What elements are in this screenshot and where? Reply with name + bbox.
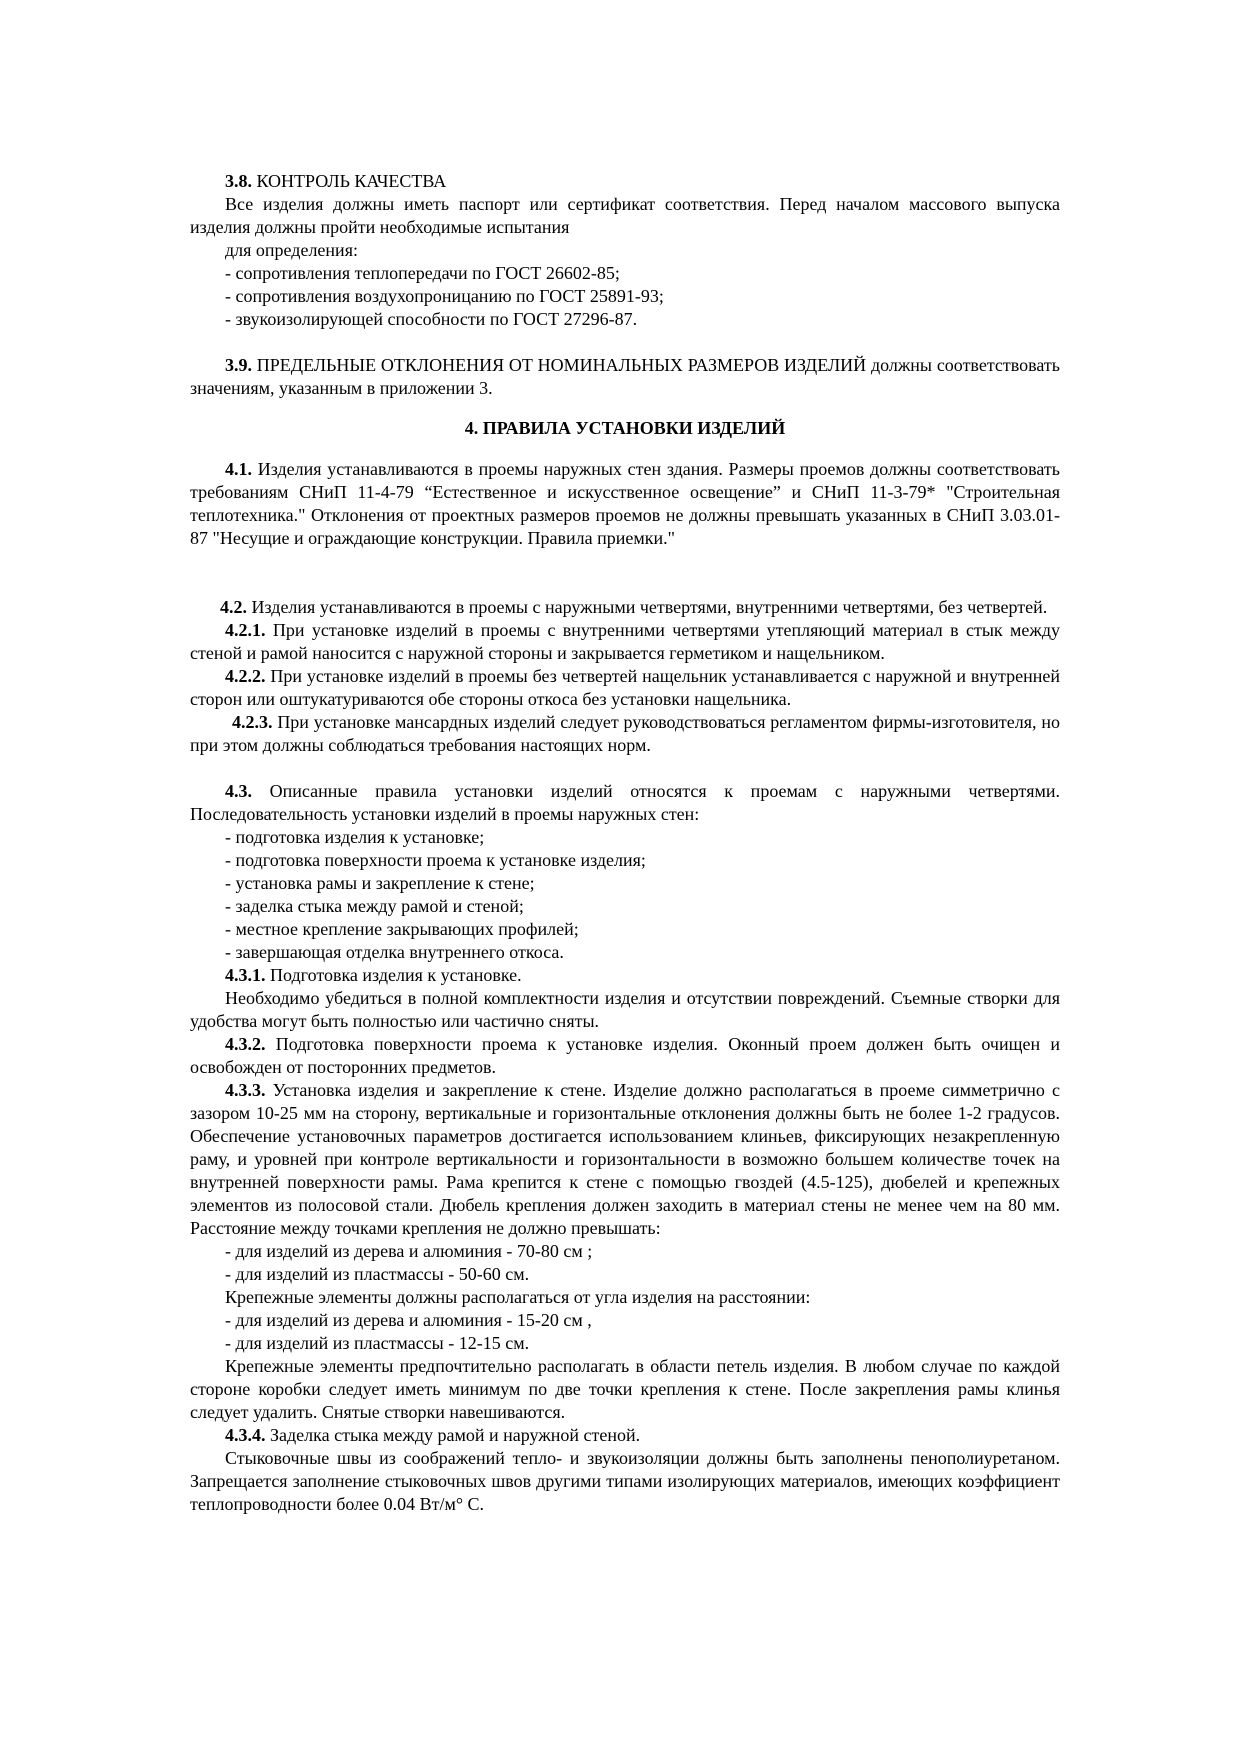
section-number: 4.1. — [225, 459, 252, 479]
section-text: Установка изделия и закрепление к стене. Изделие должно располагаться в проеме симметрично с зазором 10-25 мм на сторону, вертикальные и горизонтальные отклонения должны быть не более 1-2 градусов. Обеспечение установочных параметров достигается использованием клиньев, фиксирующих незакрепленную раму, и уровней при контроле вертикальности и горизонтальности в возможно большем количестве точек на внутренней поверхности рамы. Рама крепится к стене с помощью гвоздей (4.5-125), дюбелей и крепежных элементов из полосовой стали. Дюбель крепления должен заходить в материал стены не менее чем на 80 мм. Расстояние между точками крепления не должно превышать: — [190, 1080, 1060, 1238]
section-text: Описанные правила установки изделий относятся к проемам с наружными четвертями. Последовательность установки изделий в проемы наружных стен: — [190, 781, 1060, 824]
section-4-3-1 — [190, 964, 1060, 987]
section-4-2 — [190, 596, 1060, 619]
section-number: 3.8. — [225, 171, 252, 191]
section-4-2-3 — [190, 711, 1060, 757]
list-item: - установка рамы и закрепление к стене; — [225, 873, 535, 893]
section-text: При установке изделий в проемы с внутренними четвертями утепляющий материал в стык между стеной и рамой наносится с наружной стороны и закрывается герметиком и нащельником. — [190, 620, 1061, 663]
list-item: - для изделий из пластмассы - 50-60 см. — [225, 1264, 530, 1284]
section-number: 3.9. — [225, 355, 252, 375]
list-item: - заделка стыка между рамой и стеной; — [225, 896, 524, 916]
list-item: - звукоизолирующей способности по ГОСТ 27296-87. — [225, 309, 638, 329]
section-4-3-4 — [190, 1424, 1060, 1447]
section-number: 4.3.2. — [225, 1034, 266, 1054]
section-text: ПРЕДЕЛЬНЫЕ ОТКЛОНЕНИЯ ОТ НОМИНАЛЬНЫХ РАЗМЕРОВ ИЗДЕЛИЙ должны соответствовать значениям, указанным в приложении 3. — [190, 355, 1060, 398]
section-4-2-2 — [190, 665, 1060, 711]
paragraph: Все изделия должны иметь паспорт или сертификат соответствия. Перед началом массового выпуска изделия должны пройти необходимые испытания — [190, 194, 1060, 237]
section-text: При установке мансардных изделий следует руководствоваться регламентом фирмы-изготовителя, но при этом должны соблюдаться требования настоящих норм. — [190, 712, 1060, 755]
list-item: - подготовка изделия к установке; — [225, 827, 485, 847]
section-4-3-2 — [190, 1033, 1060, 1079]
section-4-1 — [190, 458, 1060, 550]
section-number: 4.3.1. — [225, 965, 266, 985]
paragraph: Крепежные элементы предпочтительно располагать в области петель изделия. В любом случае по каждой стороне коробки следует иметь минимум по две точки крепления к стене. После закрепления рамы клинья следует удалить. Снятые створки навешиваются. — [190, 1356, 1060, 1422]
list-item: - для изделий из пластмассы - 12-15 см. — [225, 1333, 530, 1353]
paragraph: Необходимо убедиться в полной комплектности изделия и отсутствии повреждений. Съемные створки для удобства могут быть полностью или частично сняты. — [190, 988, 1060, 1031]
section-number: 4.3.3. — [225, 1080, 266, 1100]
list-item: - сопротивления теплопередачи по ГОСТ 26602-85; — [225, 263, 620, 283]
list-item: - местное крепление закрывающих профилей; — [225, 919, 579, 939]
paragraph: Крепежные элементы должны располагаться от угла изделия на расстоянии: — [225, 1287, 811, 1307]
section-text: Подготовка изделия к установке. — [270, 965, 522, 985]
section-3-8-title — [190, 170, 1060, 193]
section-number: 4.2.2. — [225, 666, 266, 686]
section-4-2-1 — [190, 619, 1060, 665]
section-number: 4.3.4. — [225, 1425, 266, 1445]
chapter-heading: 4. ПРАВИЛА УСТАНОВКИ ИЗДЕЛИЙ — [464, 418, 786, 438]
section-title: КОНТРОЛЬ КАЧЕСТВА — [252, 171, 447, 191]
paragraph: Стыковочные швы из соображений тепло- и звукоизоляции должны быть заполнены пенополиуретаном. Запрещается заполнение стыковочных швов другими типами изолирующих материалов, имеющих коэффициент теплопроводности более 0.04 Вт/м° С. — [190, 1448, 1060, 1514]
list-item: - сопротивления воздухопроницанию по ГОСТ 25891-93; — [225, 286, 664, 306]
section-number: 4.3. — [225, 781, 252, 801]
list-item: - подготовка поверхности проема к установке изделия; — [225, 850, 646, 870]
list-item: - завершающая отделка внутреннего откоса. — [225, 942, 564, 962]
list-item: - для изделий из дерева и алюминия - 15-20 см , — [225, 1310, 592, 1330]
section-text: Изделия устанавливаются в проемы наружных стен здания. Размеры проемов должны соответствовать требованиям СНиП 11-4-79 “Естественное и искусственное освещение” и СНиП 11-3-79* "Строительная теплотехника." Отклонения от проектных размеров проемов не должны превышать указанных в СНиП 3.03.01-87 "Несущие и ограждающие конструкции. Правила приемки." — [190, 459, 1060, 548]
section-number: 4.2.1. — [225, 620, 266, 640]
section-number: 4.2.3. — [232, 712, 273, 732]
list-item: - для изделий из дерева и алюминия - 70-80 см ; — [225, 1241, 593, 1261]
document-page — [190, 170, 1060, 1516]
section-text: Изделия устанавливаются в проемы с наружными четвертями, внутренними четвертями, без четвертей. — [251, 597, 1048, 617]
section-text: Заделка стыка между рамой и наружной стеной. — [270, 1425, 641, 1445]
section-text: Подготовка поверхности проема к установке изделия. Оконный проем должен быть очищен и освобожден от посторонних предметов. — [190, 1034, 1060, 1077]
section-number: 4.2. — [220, 597, 247, 617]
paragraph: для определения: — [225, 240, 358, 260]
section-4-3 — [190, 780, 1060, 826]
section-text: При установке изделий в проемы без четвертей нащельник устанавливается с наружной и внутренней сторон или оштукатуриваются обе стороны откоса без установки нащельника. — [190, 666, 1060, 709]
section-4-3-3 — [190, 1079, 1060, 1240]
section-3-9 — [190, 354, 1060, 400]
